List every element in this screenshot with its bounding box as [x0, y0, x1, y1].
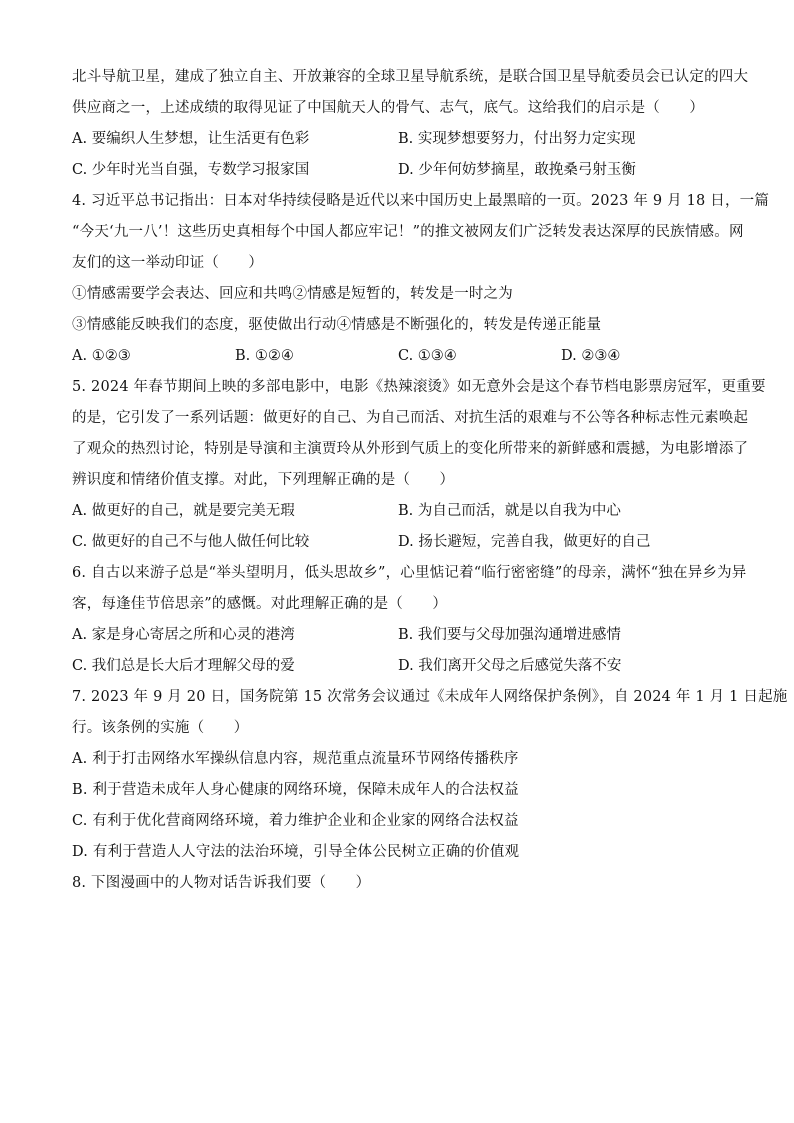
question-7-line-1: 7. 2023 年 9 月 20 日，国务院第 15 次常务会议通过《未成年人网络保护条例》，自 2024 年 1 月 1 日起施	[72, 689, 788, 705]
question-5-line-3: 了观众的热烈讨论，特别是导演和主演贾玲从外形到气质上的变化所带来的新鲜感和震撼，为电影增添了	[72, 441, 749, 457]
question-3-options-row-1	[72, 124, 724, 155]
question-4-line-3: 友们的这一举动印证（ ）	[72, 255, 264, 271]
question-5-options-row-1	[72, 496, 724, 527]
question-5-line-2: 的是，它引发了一系列话题：做更好的自己、为自己而活、对抗生活的艰难与不公等各种标志性元素唤起	[72, 410, 749, 426]
question-4-option-d: D. ②③④	[561, 348, 621, 364]
question-5-line-1: 5. 2024 年春节期间上映的多部电影中，电影《热辣滚烫》如无意外会是这个春节档电影票房冠军，更重要	[72, 379, 766, 395]
question-4-statements-2: ③情感能反映我们的态度，驱使做出行动④情感是不断强化的，转发是传递正能量	[72, 317, 602, 333]
question-4-option-a: A. ①②③	[72, 348, 131, 364]
question-6-option-c: C. 我们总是长大后才理解父母的爱	[72, 658, 295, 674]
question-7-option-d: D. 有利于营造人人守法的法治环境，引导全体公民树立正确的价值观	[72, 844, 520, 860]
question-5-line-4: 辨识度和情绪价值支撑。对此，下列理解正确的是（ ）	[72, 472, 455, 488]
question-6-option-a: A. 家是身心寄居之所和心灵的港湾	[72, 627, 295, 643]
question-4-option-c: C. ①③④	[398, 348, 457, 364]
question-8-line-1: 8. 下图漫画中的人物对话告诉我们要（ ）	[72, 875, 371, 891]
question-6	[72, 558, 747, 682]
question-6-options-row-1	[72, 620, 724, 651]
question-4	[72, 186, 770, 372]
question-7-line-2: 行。该条例的实施（ ）	[72, 720, 249, 736]
question-3-option-a: A. 要编织人生梦想，让生活更有色彩	[72, 131, 310, 147]
question-4-line-1: 4. 习近平总书记指出：日本对华持续侵略是近代以来中国历史上最黑暗的一页。2023 年 9 月 18 日，一篇	[72, 193, 770, 209]
question-3	[72, 62, 749, 186]
question-6-options-row-2	[72, 651, 724, 682]
question-3-option-b: B. 实现梦想要努力，付出努力定实现	[398, 131, 636, 147]
question-7-option-c: C. 有利于优化营商网络环境，着力维护企业和企业家的网络合法权益	[72, 813, 519, 829]
question-5-option-c: C. 做更好的自己不与他人做任何比较	[72, 534, 310, 550]
question-4-line-2: “今天‘九一八’！这些历史真相每个中国人都应牢记！”的推文被网友们广泛转发表达深厚的民族情感。网	[72, 224, 744, 240]
question-8	[72, 868, 724, 899]
question-5-options-row-2	[72, 527, 724, 558]
question-5-option-d: D. 扬长避短，完善自我，做更好的自己	[398, 534, 651, 550]
exam-page	[72, 62, 788, 899]
question-4-statements-1: ①情感需要学会表达、回应和共鸣②情感是短暂的，转发是一时之为	[72, 286, 513, 302]
question-5	[72, 372, 766, 558]
question-4-option-b: B. ①②④	[235, 348, 294, 364]
question-3-line-2: 供应商之一，上述成绩的取得见证了中国航天人的骨气、志气，底气。这给我们的启示是（ ）	[72, 100, 705, 116]
question-6-option-d: D. 我们离开父母之后感觉失落不安	[398, 658, 622, 674]
question-7-option-b: B. 利于营造未成年人身心健康的网络环境，保障未成年人的合法权益	[72, 782, 519, 798]
question-6-option-b: B. 我们要与父母加强沟通增进感情	[398, 627, 621, 643]
question-5-option-b: B. 为自己而活，就是以自我为中心	[398, 503, 621, 519]
question-6-line-2: 客，每逢佳节倍思亲”的感慨。对此理解正确的是（ ）	[72, 596, 448, 612]
question-4-options	[72, 341, 724, 372]
question-3-options-row-2	[72, 155, 724, 186]
question-7	[72, 682, 788, 868]
question-6-line-1: 6. 自古以来游子总是“举头望明月，低头思故乡”，心里惦记着“临行密密缝”的母亲，满怀“独在异乡为异	[72, 565, 747, 581]
question-3-option-c: C. 少年时光当自强，专数学习报家国	[72, 162, 310, 178]
question-7-option-a: A. 利于打击网络水军操纵信息内容，规范重点流量环节网络传播秩序	[72, 751, 519, 767]
question-5-option-a: A. 做更好的自己，就是要完美无瑕	[72, 503, 295, 519]
question-3-option-d: D. 少年何妨梦摘星，敢挽桑弓射玉衡	[398, 162, 636, 178]
question-3-line-1: 北斗导航卫星，建成了独立自主、开放兼容的全球卫星导航系统，是联合国卫星导航委员会已认定的四大	[72, 69, 749, 85]
